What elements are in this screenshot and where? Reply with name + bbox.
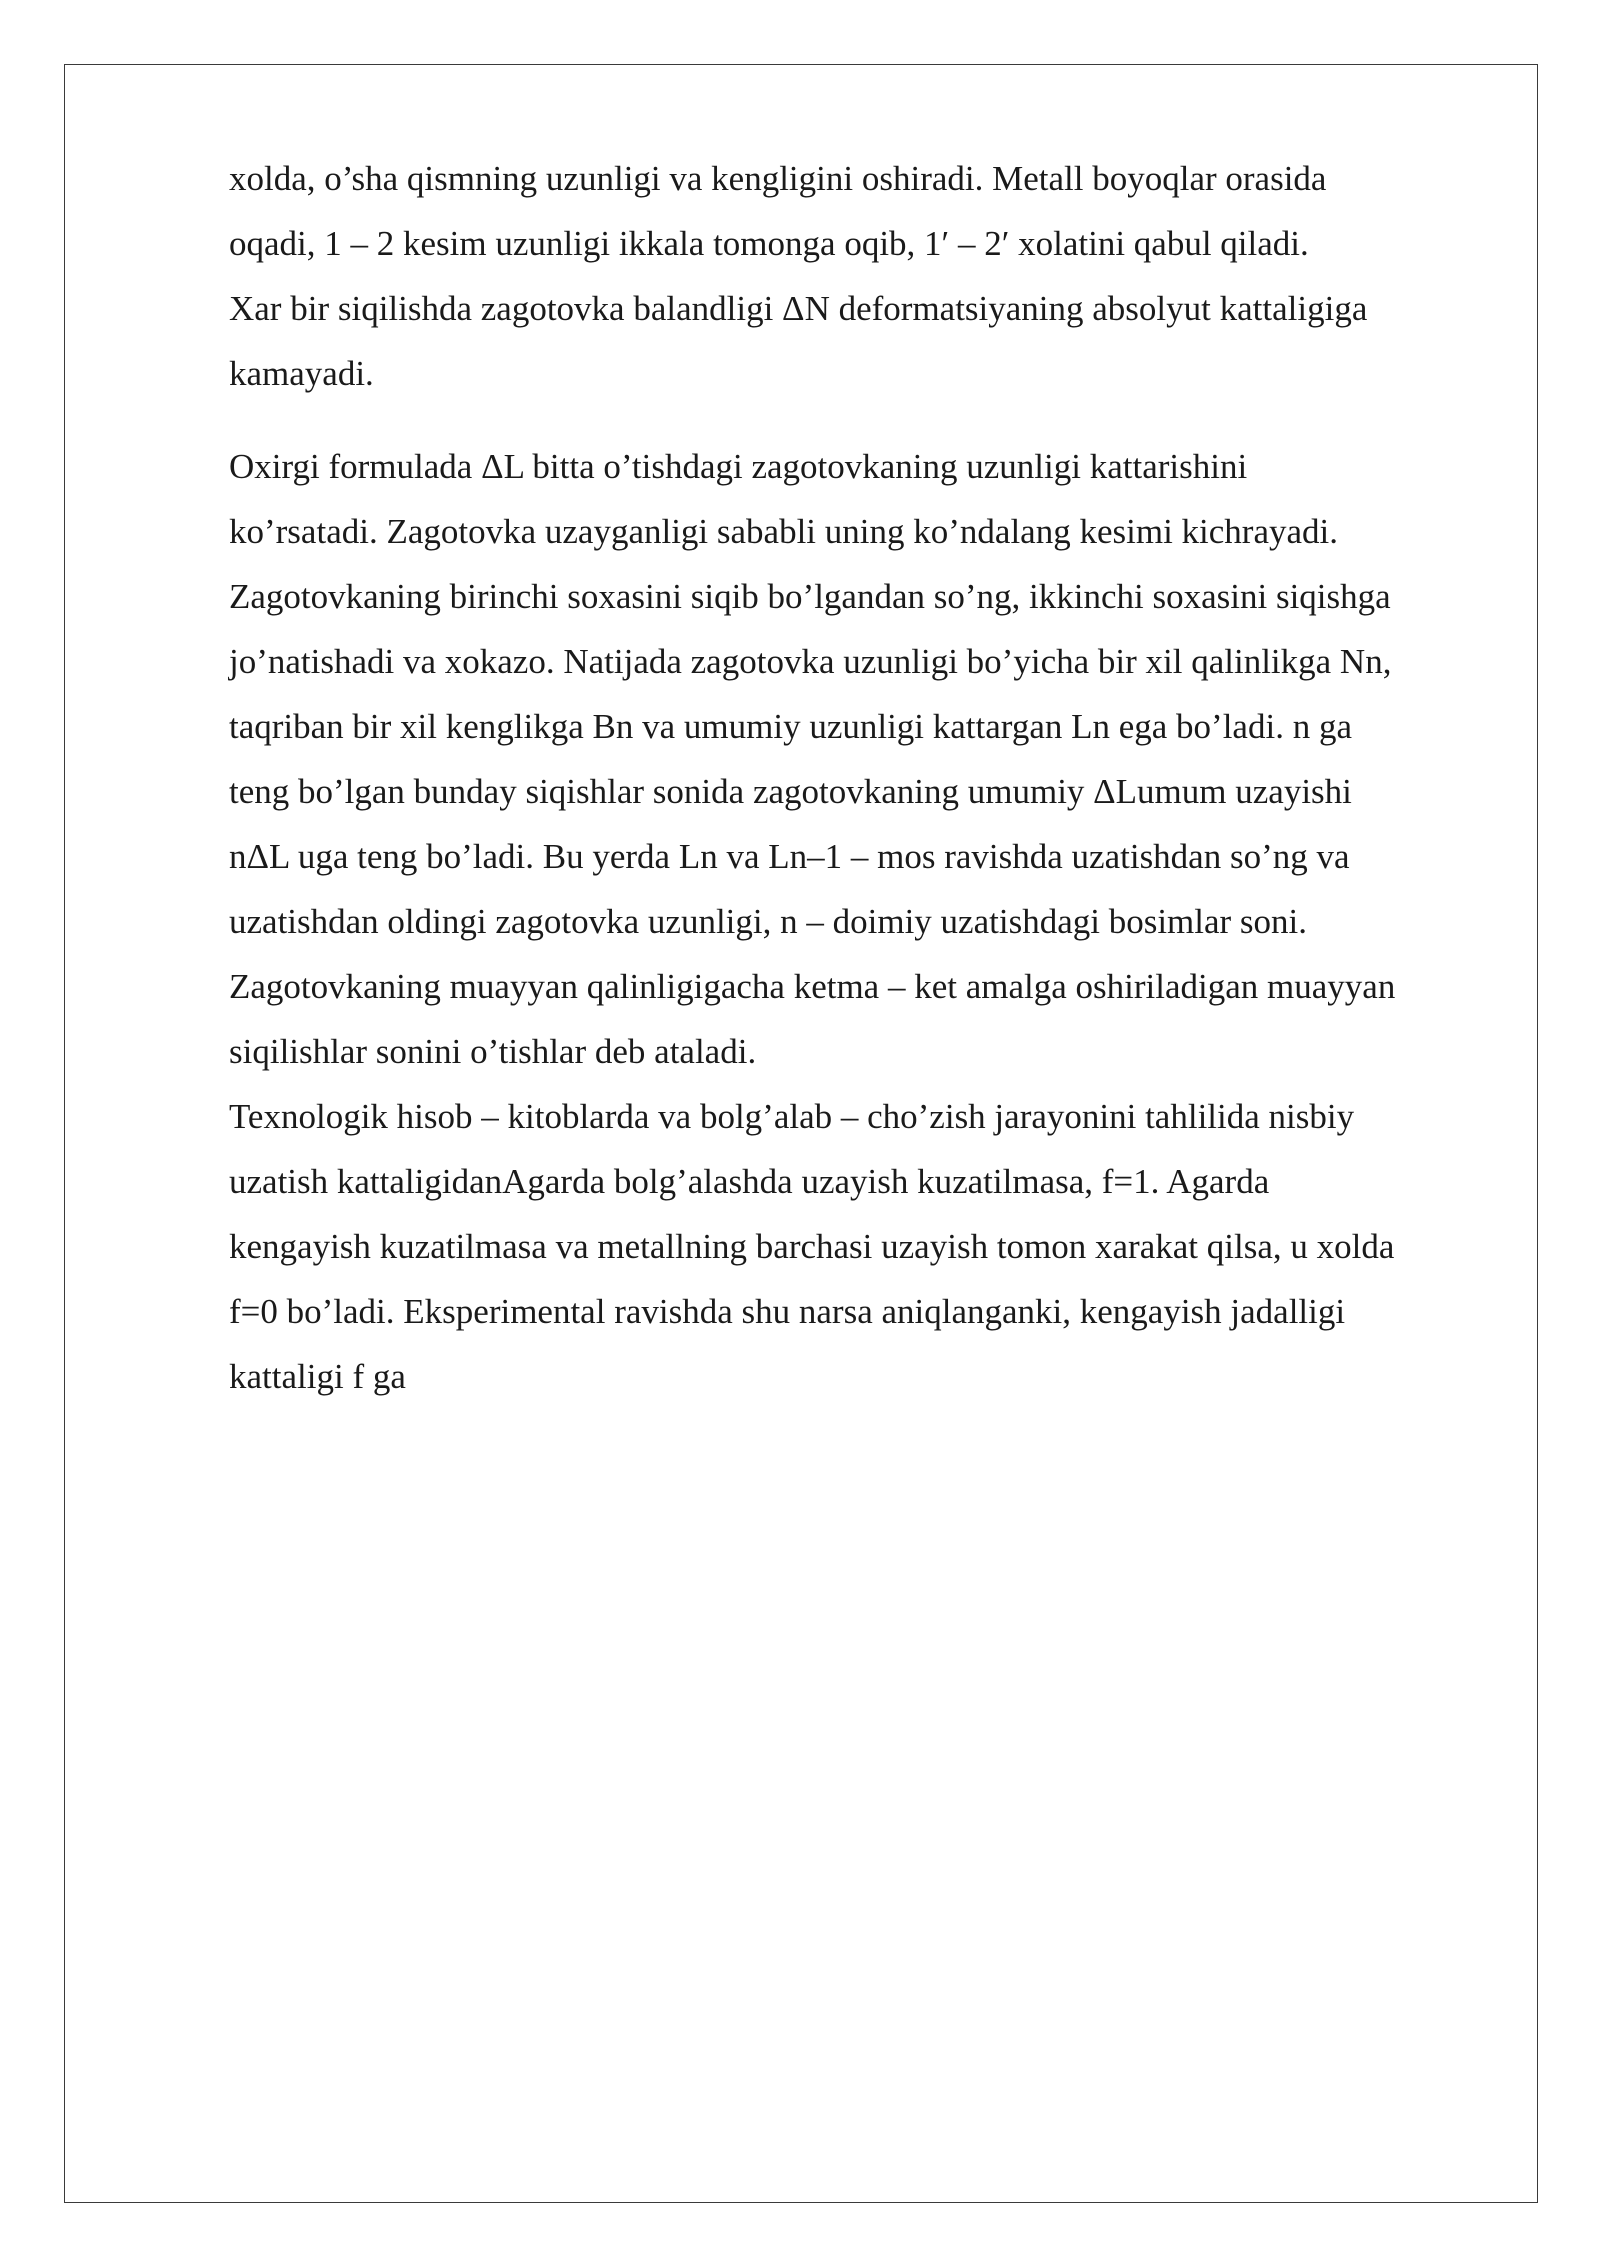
text-line: oqadi, 1 – 2 kesim uzunligi ikkala tomonga oqib, 1′ – 2′ xolatini qabul qiladi. <box>229 224 1309 263</box>
text-line: Zagotovkaning muayyan qalinligigacha ketma – ket amalga oshiriladigan muayyan <box>229 967 1396 1006</box>
text-line: Oxirgi formulada ΔL bitta o’tishdagi zagotovkaning uzunligi kattarishini <box>229 447 1248 486</box>
text-line: kattaligi f ga <box>229 1357 406 1396</box>
text-line: ko’rsatadi. Zagotovka uzayganligi sababli uning ko’ndalang kesimi kichrayadi. <box>229 512 1338 551</box>
text-line: jo’natishadi va xokazo. Natijada zagotovka uzunligi bo’yicha bir xil qalinlikga Nn, <box>229 642 1392 681</box>
text-line: f=0 bo’ladi. Eksperimental ravishda shu narsa aniqlanganki, kengayish jadalligi <box>229 1292 1346 1331</box>
text-line: kengayish kuzatilmasa va metallning barchasi uzayish tomon xarakat qilsa, u xolda <box>229 1227 1395 1266</box>
text-line: Xar bir siqilishda zagotovka balandligi ΔN deformatsiyaning absolyut kattaligiga <box>229 289 1368 328</box>
text-line: siqilishlar sonini o’tishlar deb ataladi. <box>229 1032 757 1071</box>
text-line: teng bo’lgan bunday siqishlar sonida zagotovkaning umumiy ΔLumum uzayishi <box>229 772 1352 811</box>
paragraph-2 <box>229 434 1519 1409</box>
document-body <box>229 146 1519 1409</box>
text-line: kamayadi. <box>229 354 374 393</box>
text-line: xolda, o’sha qismning uzunligi va kengligini oshiradi. Metall boyoqlar orasida <box>229 159 1327 198</box>
text-line: uzatishdan oldingi zagotovka uzunligi, n – doimiy uzatishdagi bosimlar soni. <box>229 902 1308 941</box>
text-line: uzatish kattaligidanAgarda bolg’alashda uzayish kuzatilmasa, f=1. Agarda <box>229 1162 1270 1201</box>
text-line: Texnologik hisob – kitoblarda va bolg’alab – cho’zish jarayonini tahlilida nisbiy <box>229 1097 1355 1136</box>
paragraph-1 <box>229 146 1519 406</box>
text-line: taqriban bir xil kenglikga Bn va umumiy uzunligi kattargan Ln ega bo’ladi. n ga <box>229 707 1352 746</box>
text-line: nΔL uga teng bo’ladi. Bu yerda Ln va Ln–1 – mos ravishda uzatishdan so’ng va <box>229 837 1350 876</box>
text-line: Zagotovkaning birinchi soxasini siqib bo’lgandan so’ng, ikkinchi soxasini siqishga <box>229 577 1391 616</box>
paragraph-spacer <box>229 406 1519 434</box>
